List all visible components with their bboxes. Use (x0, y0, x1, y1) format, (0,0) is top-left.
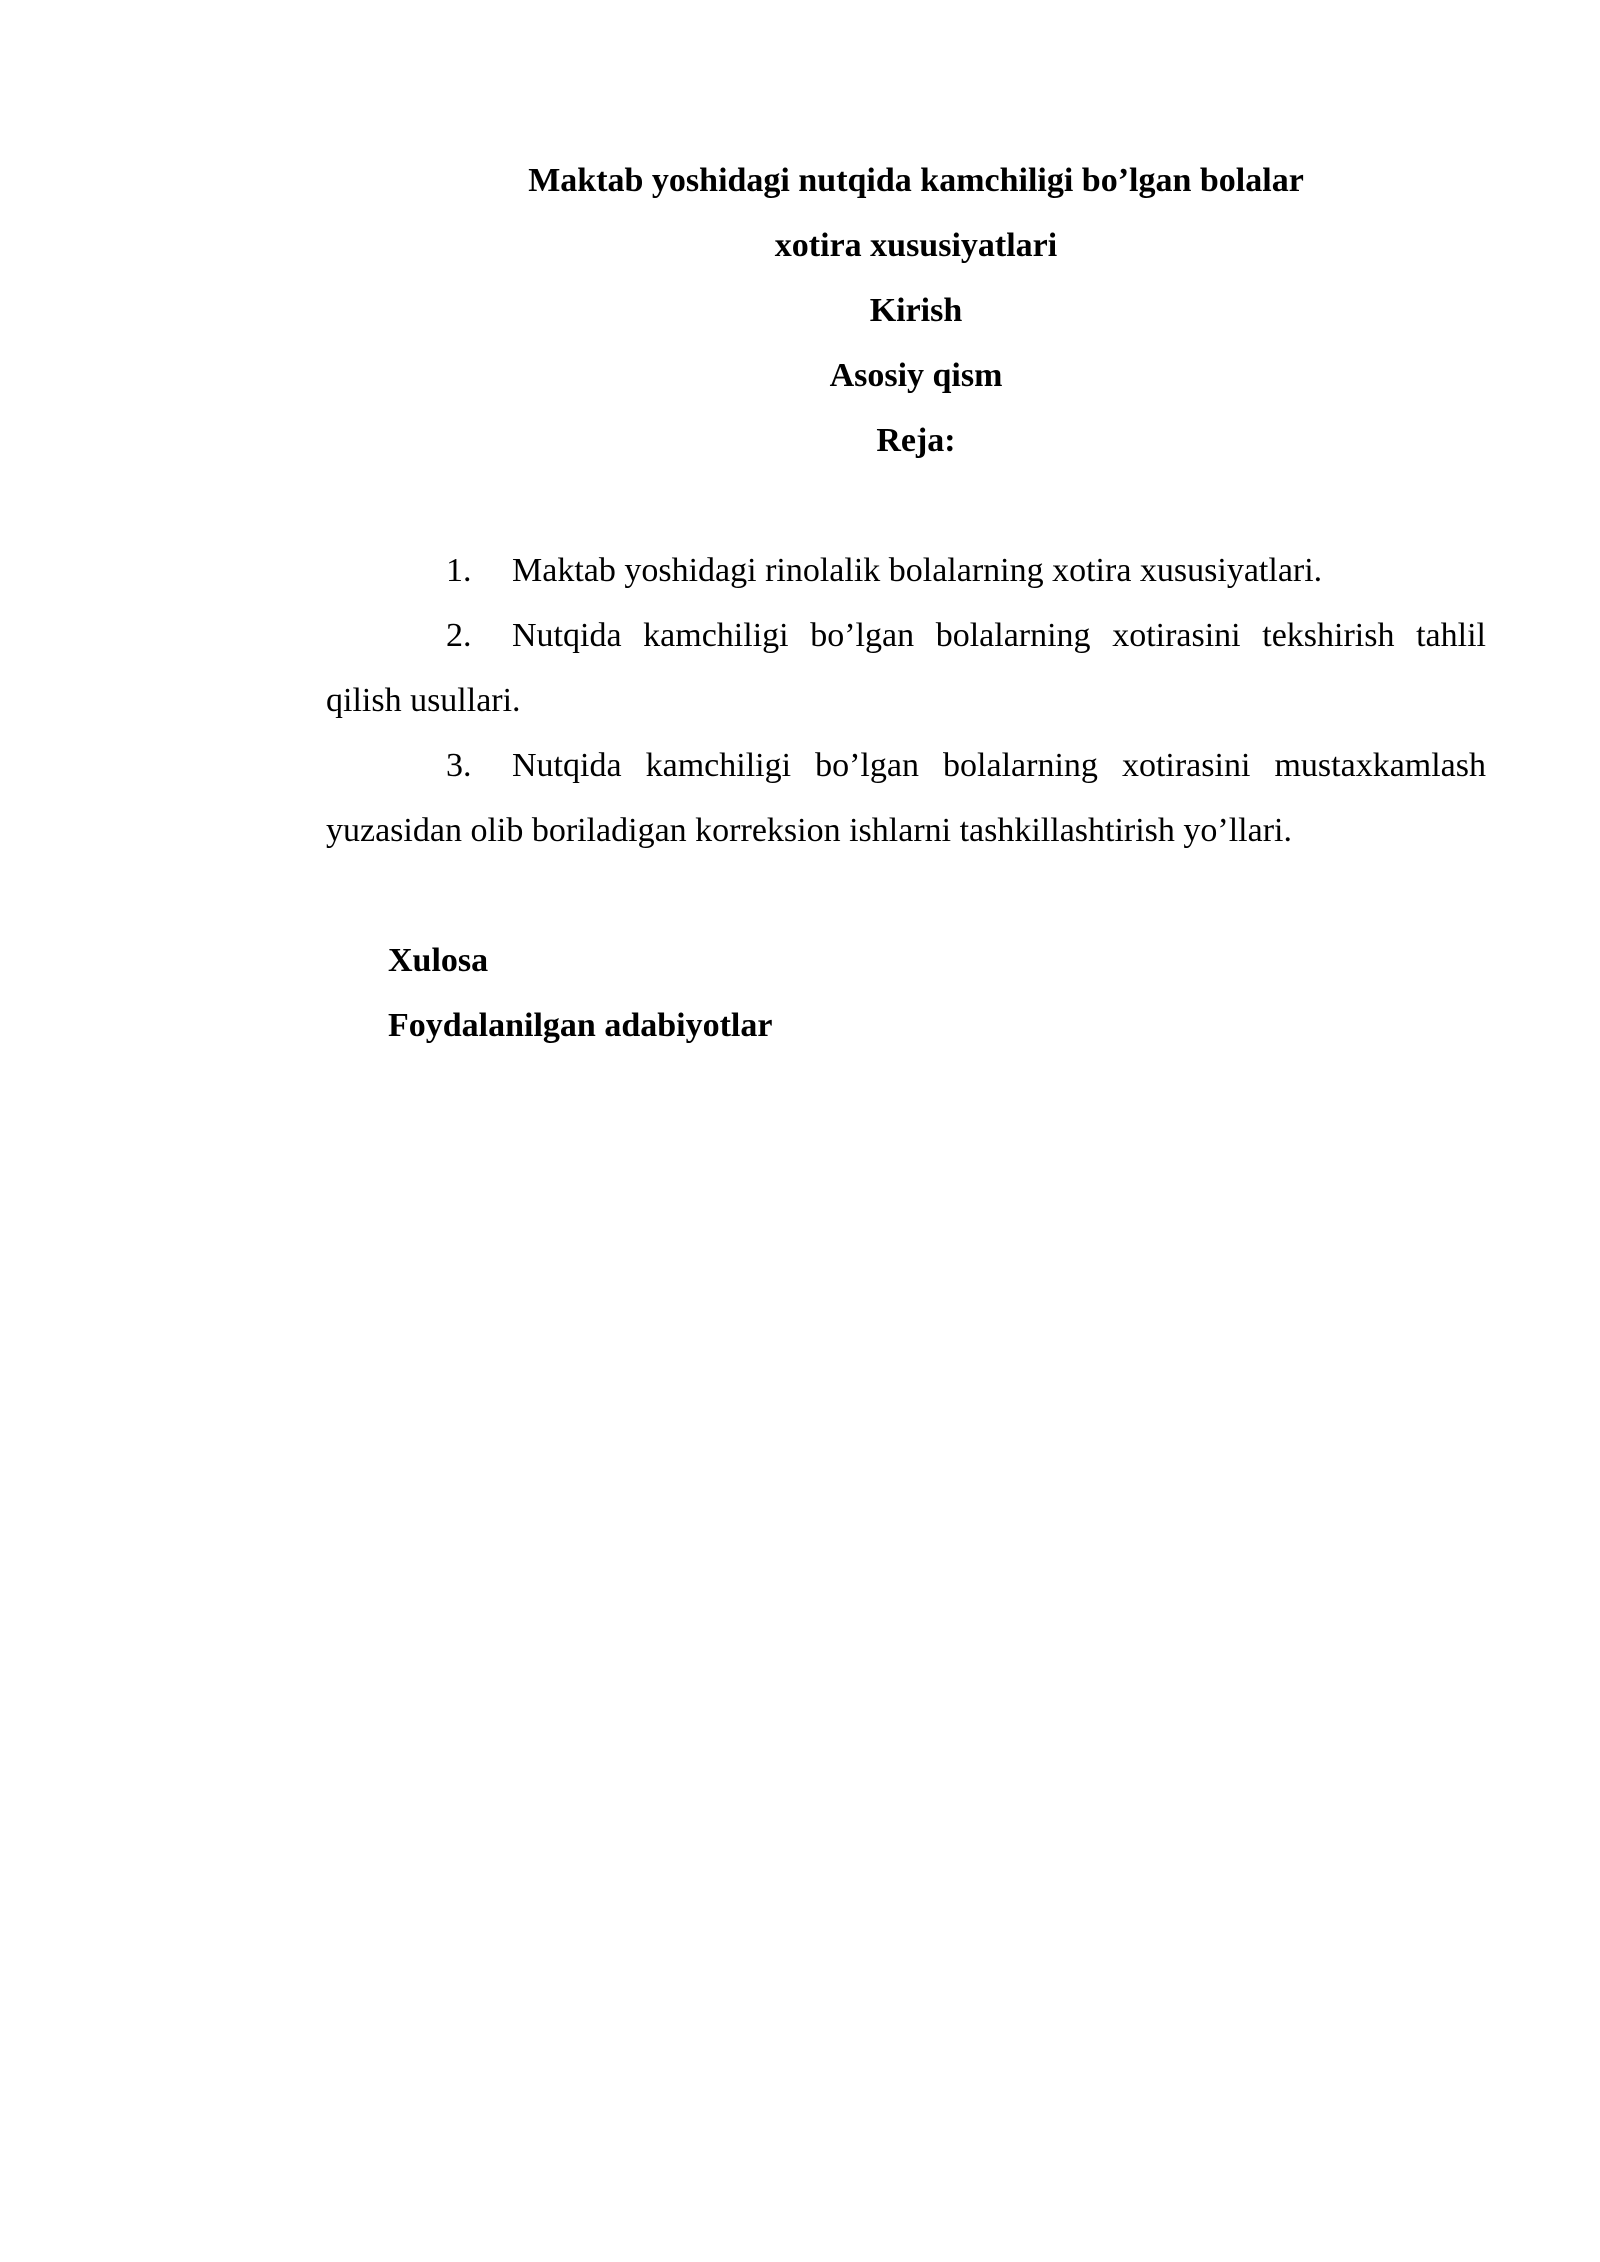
document-title-line-2: xotira xususiyatlari (774, 227, 1058, 264)
plan-item-number: 3. (446, 747, 472, 784)
plan-item-1 (326, 538, 1486, 603)
plan-item-3 (326, 733, 1486, 863)
plan-item-text: Nutqida kamchiligi bo’lgan bolalarning xotirasini mustaxkamlash yuzasidan olib boriladigan korreksion ishlarni tashkillashtirish yo’llari. (326, 747, 1486, 849)
plan-item-text: Nutqida kamchiligi bo’lgan bolalarning xotirasini tekshirish tahlil qilish usullari. (326, 617, 1486, 719)
plan-heading: Reja: (876, 422, 956, 459)
section-heading-main-part: Asosiy qism (829, 357, 1003, 394)
plan-item-number: 2. (446, 617, 472, 654)
blank-line (326, 863, 1486, 928)
plan-item-number: 1. (446, 552, 472, 589)
document-content (326, 148, 1486, 1058)
plan-item-2 (326, 603, 1486, 733)
section-heading-conclusion: Xulosa (388, 942, 489, 979)
blank-line (326, 473, 1486, 538)
plan-item-text: Maktab yoshidagi rinolalik bolalarning xotira xususiyatlari. (512, 552, 1323, 589)
section-heading-introduction: Kirish (869, 292, 963, 329)
document-title-line-1: Maktab yoshidagi nutqida kamchiligi bo’lgan bolalar (528, 162, 1304, 199)
section-heading-references: Foydalanilgan adabiyotlar (388, 1007, 773, 1044)
